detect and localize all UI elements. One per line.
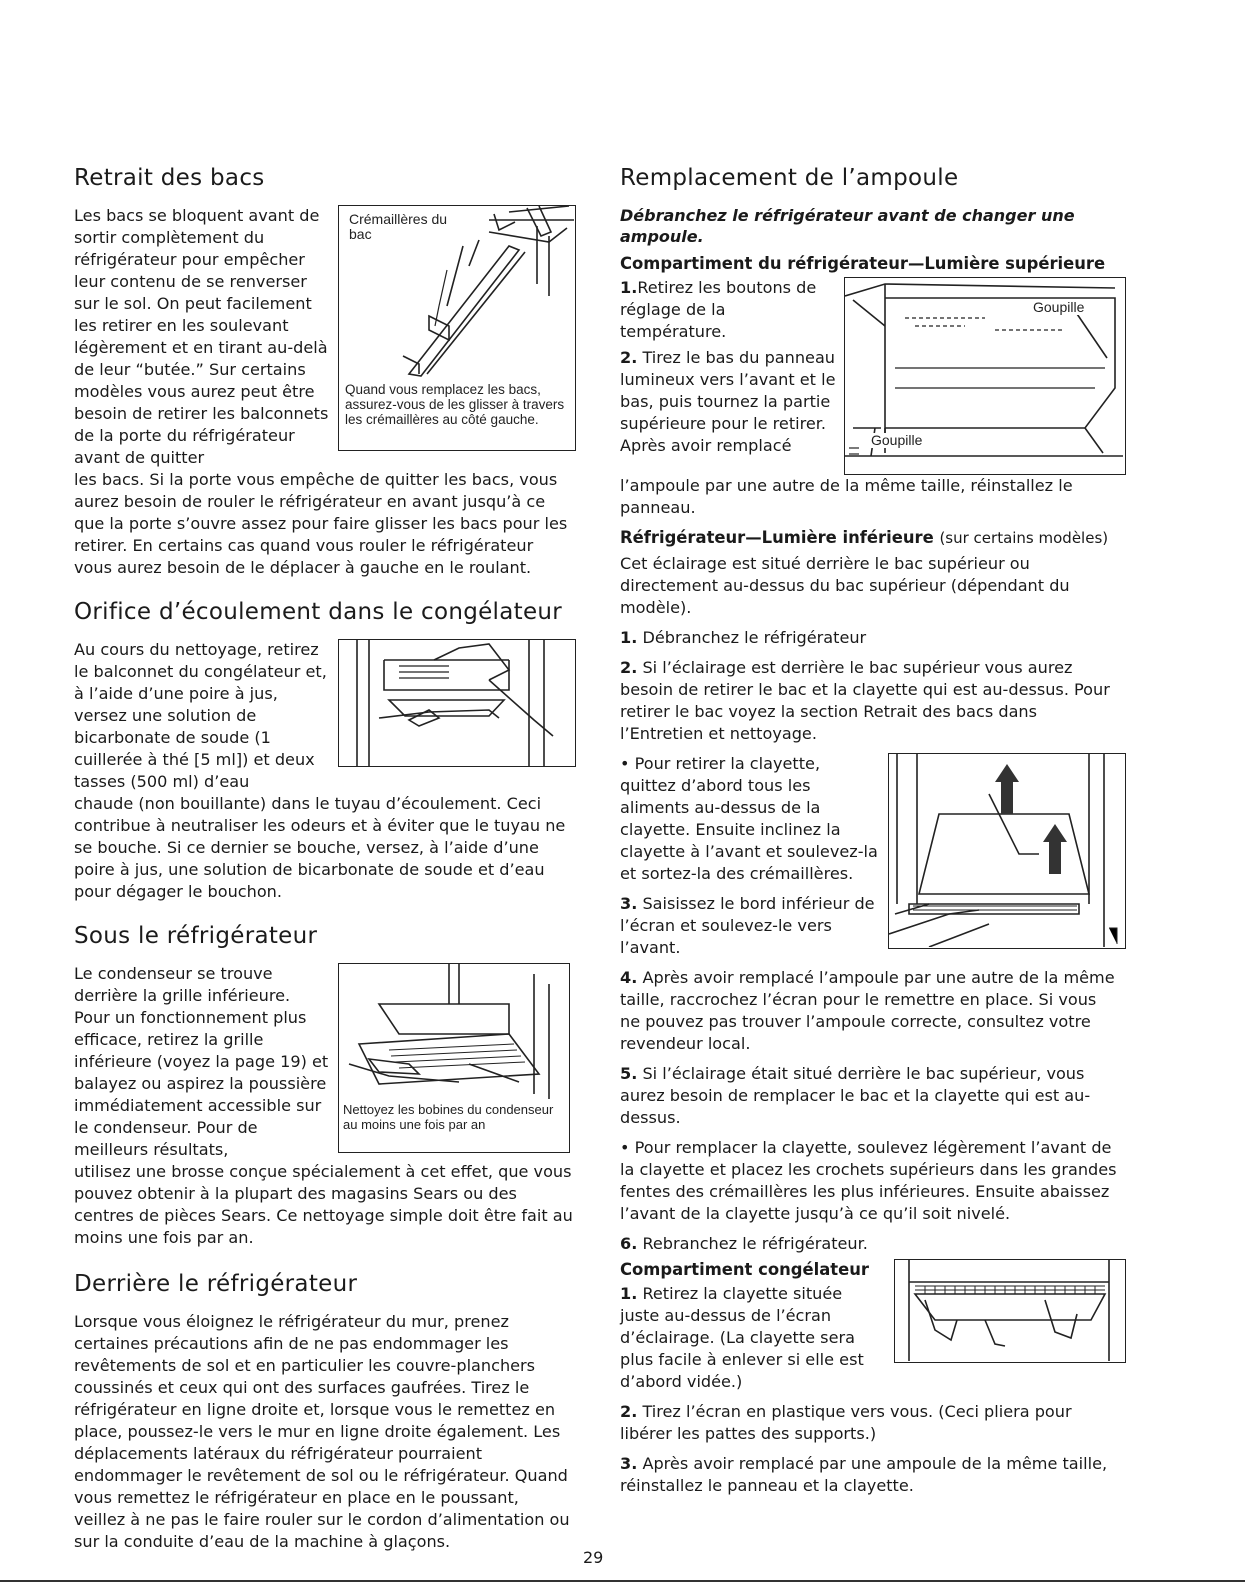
- step-text: Après avoir remplacé par une ampoule de la même taille, réinstallez le panneau et la clayette.: [620, 1454, 1108, 1495]
- step-number: 4.: [620, 968, 638, 987]
- step-1: [620, 627, 1120, 649]
- step-4: [620, 967, 1120, 1055]
- step-text: Tirez l’écran en plastique vers vous. (Ceci pliera pour libérer les pattes des supports.): [620, 1402, 1072, 1443]
- step-2: [620, 657, 1120, 745]
- section-heading: Retrait des bacs: [74, 165, 265, 191]
- bin-rails-label: Crémaillères du bac: [349, 211, 448, 242]
- paragraph: les bacs. Si la porte vous empêche de quitter les bacs, vous aurez besoin de rouler le réfrigérateur en avant jusqu’à ce que la porte s’ouvre assez pour faire glisser les bacs pour les retirer. En certains cas quand vous rouler le réfrigérateur vous aurez besoin de le déplacer à gauche en le roulant.: [74, 470, 568, 577]
- section-heading: Orifice d’écoulement dans le congélateur: [74, 599, 563, 625]
- section-lower-light: [620, 527, 1120, 1255]
- light-panel-figure: [844, 277, 1126, 475]
- shelf-removal-figure: [888, 753, 1126, 949]
- bullet: • Pour retirer la clayette, quittez d’abord tous les aliments au-dessus de la clayette. Ensuite inclinez la clayette à l’avant et soulevez-la et sortez-la des crémaillères.: [620, 754, 878, 883]
- step-3: [620, 1453, 1120, 1497]
- paragraph: chaude (non bouillante) dans le tuyau d’écoulement. Ceci contribue à neutraliser les odeurs et à éviter que le tuyau ne se bouche. Si ce dernier se bouche, versez, à l’aide d’une poire à jus, une solution de bicarbonate de soude et d’eau pour dégager le bouchon.: [74, 794, 566, 901]
- step-text: Si l’éclairage est derrière le bac supérieur vous aurez besoin de retirer le bac et la clayette qui est au-dessus. Pour retirer le bac voyez la section Retrait des bacs dans l’Entretien et nettoyage.: [620, 658, 1110, 743]
- paragraph: Lorsque vous éloignez le réfrigérateur du mur, prenez certaines précautions afin de ne pas endommager les revêtements de sol et en particulier les couvre-planchers coussinés et ceux qui ont des surfaces gaufrées. Tirez le réfrigérateur en ligne droite et, lorsque vous le remettez en place, poussez-le vers le mur en ligne droite également. Les déplacements latéraux du réfrigérateur pourraient endommager le revêtement de sol ou le réfrigérateur. Quand vous remettez le réfrigérateur en place en le poussant, veillez à ne pas le faire rouler sur le cordon d’alimentation ou sur la conduite d’eau de la machine à glaçons.: [74, 1312, 570, 1551]
- bin-rails-figure: [338, 205, 576, 451]
- step-number: 3.: [620, 894, 638, 913]
- step-number: 1.: [620, 1284, 638, 1303]
- pin-label-bottom: Goupille: [871, 432, 923, 448]
- section-drain: [74, 599, 574, 903]
- condenser-illustration: [339, 964, 568, 1099]
- section-freezer-light: [620, 1259, 1120, 1497]
- step-number: 2.: [620, 1402, 638, 1421]
- figure-caption: Nettoyez les bobines du condenseur au moins une fois par an: [343, 1102, 554, 1132]
- page-bottom-rule: [0, 1580, 1245, 1582]
- drain-figure: [338, 639, 576, 767]
- section-heading: Remplacement de l’ampoule: [620, 165, 959, 191]
- section-heading: Derrière le réfrigérateur: [74, 1271, 358, 1297]
- shelf-removal-illustration: [889, 754, 1124, 947]
- pin-label-top: Goupille: [1033, 299, 1085, 315]
- paragraph: Le condenseur se trouve derrière la grille inférieure. Pour un fonctionnement plus efficace, retirez la grille inférieure (voyez la page 19) et balayez ou aspirez la poussière immédiatement accessible sur le condenseur. Pour de meilleurs résultats,: [74, 964, 329, 1159]
- right-column: [620, 165, 1120, 1497]
- warning-note: Débranchez le réfrigérateur avant de changer une ampoule.: [620, 206, 1075, 246]
- paragraph: Après avoir remplacé: [620, 436, 792, 455]
- section-behind: [74, 1271, 574, 1553]
- bullet: • Pour remplacer la clayette, soulevez légèrement l’avant de la clayette et placez les crochets supérieurs dans les grandes fentes des crémaillères les plus inférieures. Ensuite abaissez l’avant de la clayette jusqu’à ce qu’il soit nivelé.: [620, 1138, 1117, 1223]
- subheading: Compartiment congélateur: [620, 1260, 869, 1279]
- step-number: 3.: [620, 1454, 638, 1473]
- paragraph: Cet éclairage est situé derrière le bac supérieur ou directement au-dessus du bac supérieur (dépendant du modèle).: [620, 554, 1070, 617]
- drain-illustration: [339, 640, 574, 766]
- condenser-figure: [338, 963, 570, 1153]
- step-text: Retirez les boutons de réglage de la température.: [620, 278, 817, 341]
- figure-caption: Quand vous remplacez les bacs, assurez-vous de les glisser à travers les crémaillères au côté gauche.: [345, 382, 565, 427]
- step-text: Après avoir remplacé l’ampoule par une autre de la même taille, raccrochez l’écran pour le remettre en place. Si vous ne pouvez pas trouver l’ampoule correcte, consultez votre revendeur local.: [620, 968, 1115, 1053]
- paragraph: l’ampoule par une autre de la même taille, réinstallez le panneau.: [620, 476, 1073, 517]
- left-column: [74, 165, 574, 1553]
- section-bins: [74, 165, 574, 579]
- step-number: 1.: [620, 278, 638, 297]
- step-2: [620, 1401, 1120, 1445]
- step-number: 6.: [620, 1234, 638, 1253]
- step-text: Débranchez le réfrigérateur: [642, 628, 867, 647]
- step-text: Retirez la clayette située juste au-dessus de l’écran d’éclairage. (La clayette sera plus facile à enlever si elle est d’abord vidée.): [620, 1284, 864, 1391]
- subheading: Compartiment du réfrigérateur—Lumière supérieure: [620, 254, 1106, 273]
- paragraph: Les bacs se bloquent avant de sortir complètement du réfrigérateur pour empêcher leur contenu de se renverser sur le sol. On peut facilement les retirer en les soulevant légèrement et en tirant au-delà de leur “butée.” Sur certains modèles vous aurez peut être besoin de retirer les balconnets de la porte du réfrigérateur avant de quitter: [74, 206, 329, 467]
- step-6: [620, 1233, 1120, 1255]
- subheading-note: (sur certains modèles): [939, 529, 1109, 547]
- step-number: 1.: [620, 628, 638, 647]
- section-under: [74, 923, 574, 1249]
- step-number: 2.: [620, 658, 638, 677]
- subheading-text: Réfrigérateur—Lumière inférieure: [620, 528, 934, 547]
- step-text: Tirez le bas du panneau lumineux vers l’avant et le bas, puis tournez la partie supérieure pour le retirer.: [620, 348, 836, 433]
- page-number: 29: [583, 1548, 604, 1567]
- step-text: Si l’éclairage était situé derrière le bac supérieur, vous aurez besoin de remplacer le bac et la clayette qui est au-dessus.: [620, 1064, 1091, 1127]
- step-number: 2.: [620, 348, 638, 367]
- freezer-light-figure: [894, 1259, 1126, 1363]
- step-text: Saisissez le bord inférieur de l’écran et soulevez-le vers l’avant.: [620, 894, 875, 957]
- section-upper-light: [620, 253, 1120, 519]
- paragraph: utilisez une brosse conçue spécialement à cet effet, que vous pouvez obtenir à la plupart des magasins Sears ou des centres de pièces Sears. Ce nettoyage simple doit être fait au moins une fois par an.: [74, 1162, 573, 1247]
- section-heading: Sous le réfrigérateur: [74, 923, 318, 949]
- step-5: [620, 1063, 1120, 1129]
- freezer-light-illustration: [895, 1260, 1124, 1361]
- paragraph: Au cours du nettoyage, retirez le balconnet du congélateur et, à l’aide d’une poire à jus, versez une solution de bicarbonate de soude (1 cuillerée à thé [5 ml]) et deux tasses (500 ml) d’eau: [74, 640, 327, 791]
- subheading: [620, 527, 1120, 549]
- step-text: Rebranchez le réfrigérateur.: [642, 1234, 868, 1253]
- step-number: 5.: [620, 1064, 638, 1083]
